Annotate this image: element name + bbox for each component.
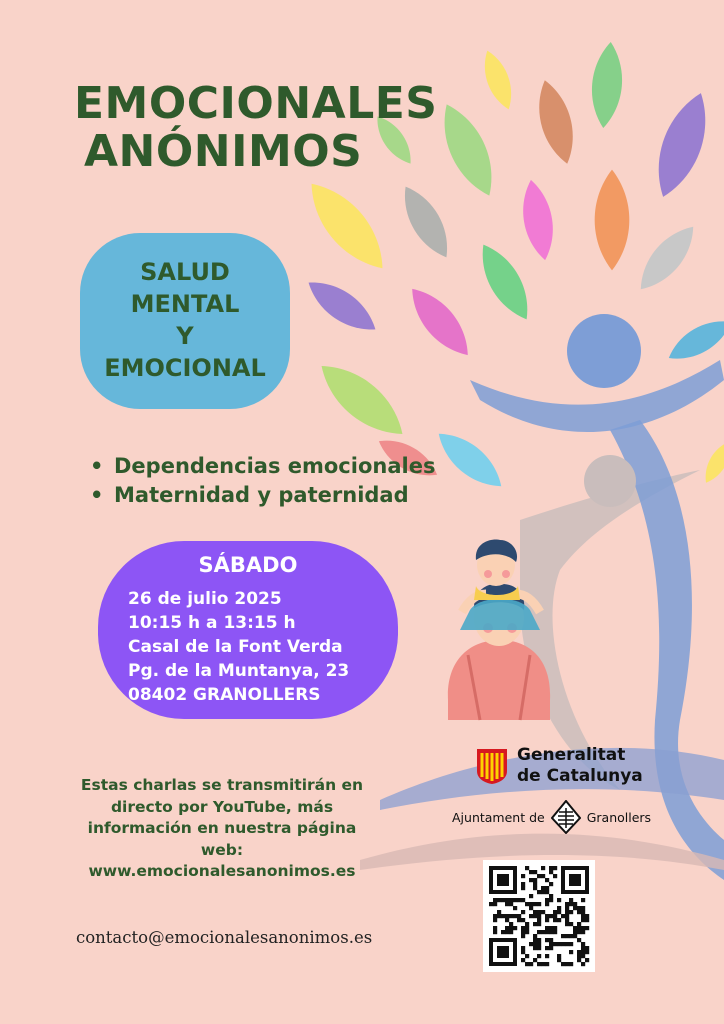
list-item: • Dependencias emocionales [90,452,435,481]
topic-line: Y [176,322,194,350]
ajuntament-prefix: Ajuntament de [452,809,545,825]
event-venue: Casal de la Font Verda [128,637,343,657]
topic-line: MENTAL [130,290,240,319]
event-box [98,541,398,719]
qr-code[interactable] [483,860,595,972]
stream-note-line: información en nuestra página [87,819,357,837]
event-day: SÁBADO [198,553,298,577]
stream-note-line: directo por YouTube, más [110,797,334,816]
event-time: 10:15 h a 13:15 h [128,613,296,633]
list-item: • Maternidad y paternidad [90,481,435,510]
figure-head-grey [584,455,636,507]
topic-line: SALUD [140,258,230,287]
ajuntament-block [452,800,651,834]
granollers-logo [551,800,581,834]
stream-note-line: Estas charlas se transmitirán en [80,776,364,794]
stream-note-line: web: [200,840,244,859]
generalitat-logo [475,747,509,785]
title-line-1: EMOCIONALES [74,78,438,129]
event-city: 08402 GRANOLLERS [128,685,321,705]
event-address: Pg. de la Muntanya, 23 [128,661,350,681]
topics-list [90,452,435,510]
event-details [128,587,349,707]
stream-note [72,775,372,883]
website-link[interactable]: www.emocionalesanonimos.es [88,862,356,880]
event-date: 26 de julio 2025 [128,589,282,609]
contact-email[interactable]: contacto@emocionalesanonimos.es [76,928,373,947]
topic-line: EMOCIONAL [104,353,266,382]
generalitat-block [475,745,643,787]
generalitat-line-2: de Catalunya [517,766,643,786]
ajuntament-city: Granollers [586,809,652,825]
title-line-2: ANÓNIMOS [84,126,363,177]
topic-box [80,233,290,409]
generalitat-line-1: Generalitat [517,745,626,765]
figure-head-blue [567,314,641,388]
